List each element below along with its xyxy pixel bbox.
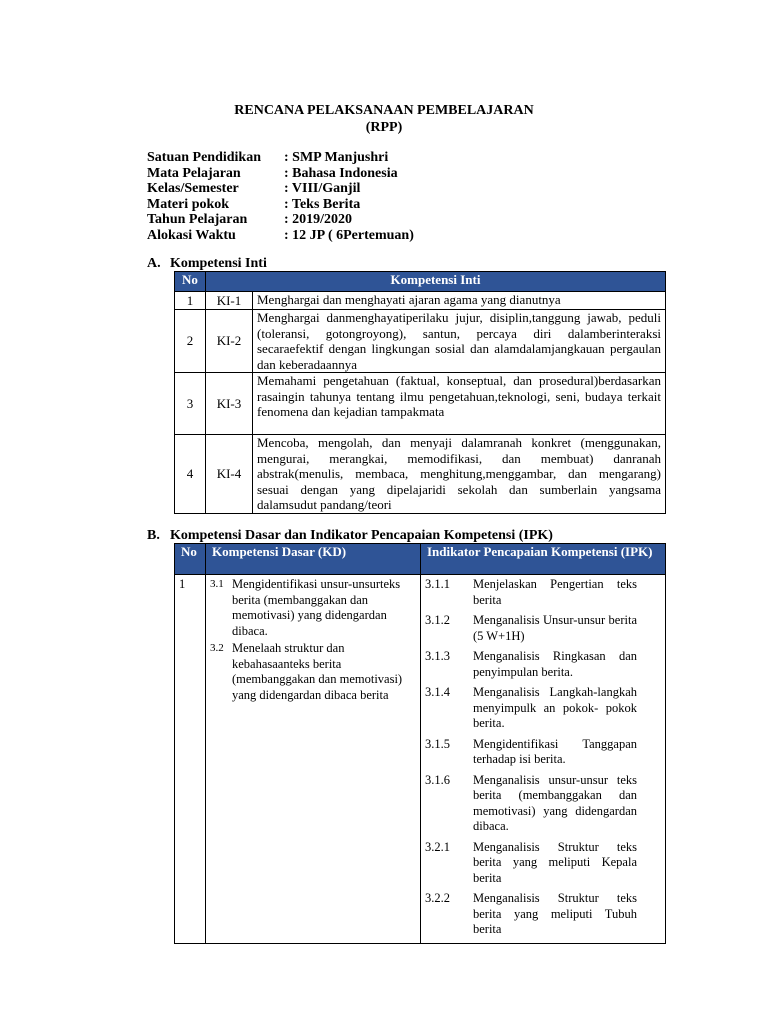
identity-row bbox=[147, 212, 414, 228]
ki-code: KI-3 bbox=[206, 373, 253, 435]
kd-header-ipk bbox=[421, 544, 666, 575]
identity-label: Satuan Pendidikan bbox=[147, 150, 261, 165]
ki-text: Mencoba, mengolah, dan menyaji dalamranah konkret (menggunakan, mengurai, merangkai, memodifikasi, dan membuat) danranah abstrak(menulis, membaca, menghitung,menggambar, dan mengarang) sesuai dengan yang dipelajaridi sekolah dan sumberlain yangsama dalamsudut pandang/teori bbox=[253, 435, 666, 514]
identity-row bbox=[147, 228, 414, 244]
identity-row bbox=[147, 197, 414, 213]
kompetensi-dasar-table bbox=[174, 543, 666, 944]
table-row bbox=[175, 310, 666, 373]
section-a-heading bbox=[147, 256, 267, 272]
ki-no: 2 bbox=[175, 310, 206, 373]
ipk-text: Menganalisis unsur-unsur teks berita (membanggakan dan memotivasi) yang didengardan dibaca. bbox=[473, 772, 637, 833]
list-item bbox=[425, 891, 637, 938]
ipk-number: 3.1.3 bbox=[425, 649, 450, 663]
ipk-text: Mengidentifikasi Tanggapan terhadap isi berita. bbox=[473, 736, 637, 766]
ki-header-row bbox=[175, 272, 666, 292]
table-row bbox=[175, 373, 666, 435]
kd-header-ipk-text: Indikator Pencapaian Kompetensi (IPK) bbox=[427, 544, 653, 559]
kd-text: Menelaah struktur dan kebahasaanteks berita (membanggakan dan memotivasi) yang didengardan dibaca berita bbox=[232, 641, 403, 702]
ki-text: Memahami pengetahuan (faktual, konseptual, dan prosedural)berdasarkan rasaingin tahunya tentang ilmu pengetahuan,teknologi, seni, budaya terkait fenomena dan kejadian tampakmata bbox=[253, 373, 666, 435]
ipk-text: Menganalisis Struktur teks berita yang meliputi Tubuh berita bbox=[473, 891, 637, 936]
kd-cell bbox=[206, 575, 421, 944]
identity-row bbox=[147, 166, 414, 182]
identity-label: Alokasi Waktu bbox=[147, 227, 236, 243]
ipk-text: Menganalisis Ringkasan dan penyimpulan berita. bbox=[473, 649, 637, 679]
ipk-cell bbox=[421, 575, 666, 944]
ki-code: KI-1 bbox=[206, 292, 253, 310]
ki-text: Menghargai dan menghayati ajaran agama yang dianutnya bbox=[253, 292, 666, 310]
list-item bbox=[210, 577, 410, 639]
section-b-title: Kompetensi Dasar dan Indikator Pencapaian Kompetensi (IPK) bbox=[170, 528, 553, 543]
ki-header-title: Kompetensi Inti bbox=[206, 272, 666, 292]
ki-code: KI-4 bbox=[206, 435, 253, 514]
section-b-heading bbox=[147, 528, 553, 544]
ki-header-no: No bbox=[175, 272, 206, 292]
ki-text: Menghargai danmenghayatiperilaku jujur, disiplin,tanggung jawab, peduli (toleransi, gotongroyong), santun, percaya diri dalamberinteraksi secaraefektif dengan lingkungan sosial dan alamdalamjangkauan pergaulan dan keberadaannya bbox=[253, 310, 666, 373]
section-a-title: Kompetensi Inti bbox=[170, 256, 267, 271]
identity-row bbox=[147, 150, 414, 166]
section-a-letter: A. bbox=[147, 256, 161, 271]
list-item bbox=[425, 773, 637, 835]
list-item bbox=[425, 840, 637, 887]
ipk-number: 3.2.1 bbox=[425, 839, 450, 854]
kd-header-kd: Kompetensi Dasar (KD) bbox=[206, 544, 421, 575]
ipk-number: 3.1.2 bbox=[425, 613, 450, 627]
identity-value: : VIII/Ganjil bbox=[284, 181, 361, 196]
list-item bbox=[425, 577, 637, 608]
table-row bbox=[175, 292, 666, 310]
ipk-text: Menganalisis Unsur-unsur berita (5 W+1H) bbox=[473, 613, 637, 643]
identity-value: : Teks Berita bbox=[284, 196, 361, 212]
ki-no: 4 bbox=[175, 435, 206, 514]
kd-header-no: No bbox=[175, 544, 206, 575]
document-title: RENCANA PELAKSANAAN PEMBELAJARAN bbox=[234, 103, 534, 118]
identity-value: : SMP Manjushri bbox=[284, 150, 389, 165]
identity-row bbox=[147, 181, 414, 197]
kd-no: 1 bbox=[175, 575, 206, 944]
list-item bbox=[425, 737, 637, 768]
ipk-number: 3.1.5 bbox=[425, 736, 450, 751]
kd-text: Mengidentifikasi unsur-unsurteks berita (membanggakan dan memotivasi) yang didengardan dibaca. bbox=[232, 577, 401, 638]
ipk-number: 3.1.6 bbox=[425, 772, 450, 787]
document-subtitle: (RPP) bbox=[365, 120, 403, 135]
list-item bbox=[425, 649, 637, 680]
identity-value: : Bahasa Indonesia bbox=[284, 165, 398, 181]
ki-no: 3 bbox=[175, 373, 206, 435]
list-item bbox=[210, 641, 410, 703]
document-title-block bbox=[0, 102, 768, 136]
section-b-letter: B. bbox=[147, 528, 160, 543]
list-item bbox=[425, 613, 637, 644]
ipk-text: Menganalisis Struktur teks berita yang meliputi Kepala berita bbox=[473, 839, 637, 885]
table-row bbox=[175, 575, 666, 944]
table-row bbox=[175, 435, 666, 514]
identity-label: Mata Pelajaran bbox=[147, 165, 241, 181]
ki-code: KI-2 bbox=[206, 310, 253, 373]
ipk-number: 3.1.1 bbox=[425, 577, 450, 591]
identity-value: : 12 JP ( 6Pertemuan) bbox=[284, 227, 414, 243]
kd-number: 3.2 bbox=[210, 642, 224, 654]
kompetensi-inti-table bbox=[174, 271, 666, 514]
identity-label: Tahun Pelajaran bbox=[147, 212, 248, 227]
kd-header-row bbox=[175, 544, 666, 575]
ipk-number: 3.1.4 bbox=[425, 685, 450, 699]
ipk-text: Menjelaskan Pengertian teks berita bbox=[473, 577, 637, 607]
ipk-number: 3.2.2 bbox=[425, 891, 450, 905]
list-item bbox=[425, 685, 637, 732]
ipk-text: Menganalisis Langkah-langkah menyimpulk an pokok- pokok berita. bbox=[473, 685, 637, 730]
identity-label: Kelas/Semester bbox=[147, 181, 239, 196]
identity-label: Materi pokok bbox=[147, 196, 230, 212]
ki-no: 1 bbox=[175, 292, 206, 310]
identity-block bbox=[147, 150, 414, 243]
kd-number: 3.1 bbox=[210, 578, 224, 590]
identity-value: : 2019/2020 bbox=[284, 212, 353, 227]
